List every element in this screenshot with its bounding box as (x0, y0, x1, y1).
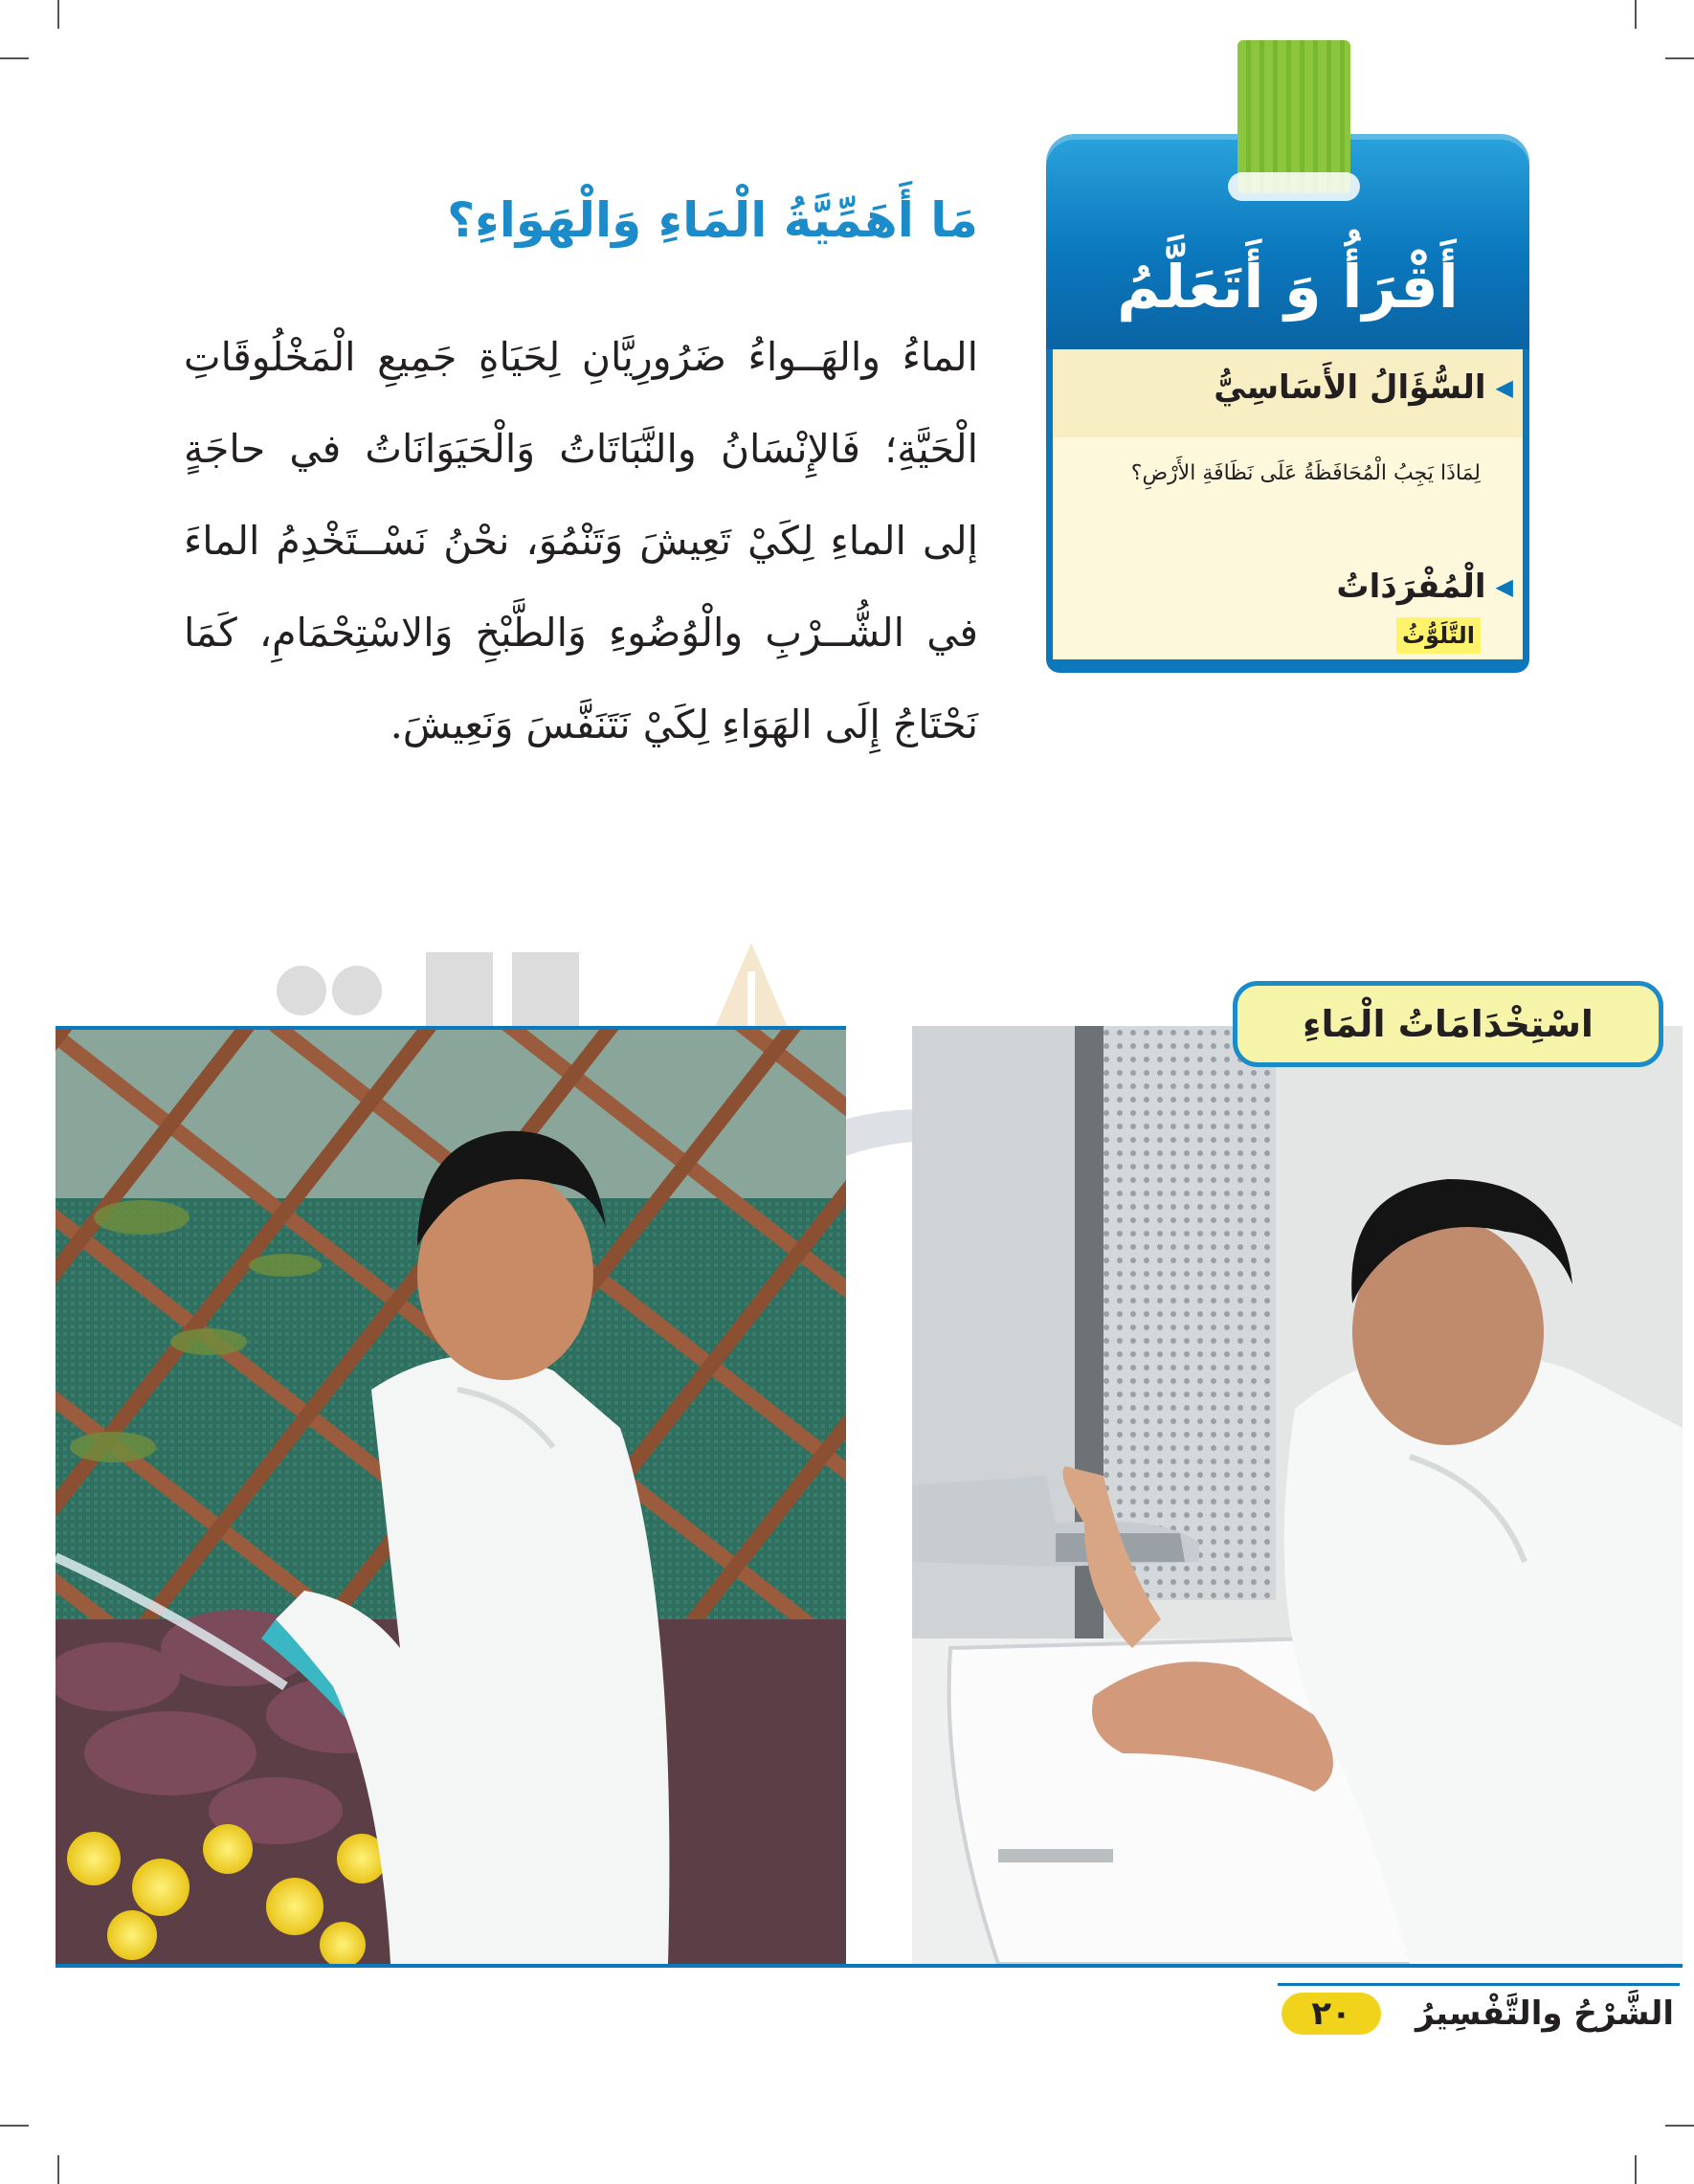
vocabulary-word: التَّلَوُّثُ (1396, 617, 1481, 654)
crop-mark (1665, 2125, 1694, 2127)
page-number-badge: ٢٠ (1282, 1993, 1381, 2035)
washing-hands-photo (912, 1026, 1683, 1964)
crop-mark (1635, 0, 1637, 29)
crop-mark (1635, 2155, 1637, 2184)
footer-section-label: الشَّرْحُ والتَّفْسِيرُ (1415, 1995, 1674, 2033)
essential-question-text: لِمَاذَا يَجِبُ الْمُحَافَظَةُ عَلَى نَظَافَةِ الأَرْضِ؟ (1130, 461, 1481, 485)
lesson-heading: مَا أَهَمِّيَّةُ الْمَاءِ وَالْهَوَاءِ؟ (447, 192, 978, 248)
crop-mark (57, 0, 59, 29)
bookmark-ribbon-icon (1237, 40, 1350, 193)
lesson-paragraph: الماءُ والهَــواءُ ضَرُورِيَّانِ لِحَيَاةِ جَمِيعِ الْمَخْلُوقَاتِ الْحَيَّةِ؛ فَالإِنْسَانُ والنَّبَاتَاتُ وَالْحَيَوَانَاتُ في حاجَةٍ إلى الماءِ لِكَيْ تَعِيشَ وَتَنْمُوَ، نحْنُ نَسْــتَخْدِمُ الماءَ في الشُّــرْبِ والْوُضُوءِ وَالطَّبْخِ وَالاسْتِحْمَامِ، كَمَا نَحْتَاجُ إِلَى الهَوَاءِ لِكَيْ نَتَنَفَّسَ وَنَعِيشَ. (184, 334, 978, 747)
photo-top-border (56, 1026, 846, 1030)
photo-strip (56, 1026, 1683, 1964)
vocabulary-label (1336, 568, 1513, 606)
essential-question-label-text: السُّؤَالُ الأَسَاسِيُّ (1214, 368, 1486, 407)
read-and-learn-box (1046, 134, 1529, 673)
crop-mark (1665, 57, 1694, 59)
crop-mark (0, 2125, 29, 2127)
vocabulary-label-text: الْمُفْرَدَاتُ (1336, 568, 1486, 606)
bookmark-slot (1228, 172, 1360, 201)
crop-mark (0, 57, 29, 59)
read-and-learn-title: أَقْرَأُ وَ أَتَعَلَّمُ (1117, 252, 1459, 322)
footer-divider (1278, 1983, 1680, 1986)
essential-question-label (1214, 368, 1513, 407)
watering-plants-photo (56, 1026, 846, 1964)
photo-bottom-border (56, 1964, 1683, 1968)
crop-mark (57, 2155, 59, 2184)
triangle-bullet-icon: ◀ (1495, 374, 1513, 401)
read-and-learn-body (1046, 349, 1529, 673)
photo-caption-tab: اسْتِخْدَامَاتُ الْمَاءِ (1233, 981, 1663, 1067)
page-footer (1278, 1983, 1680, 2050)
read-and-learn-header (1046, 134, 1529, 349)
triangle-bullet-icon: ◀ (1495, 573, 1513, 600)
